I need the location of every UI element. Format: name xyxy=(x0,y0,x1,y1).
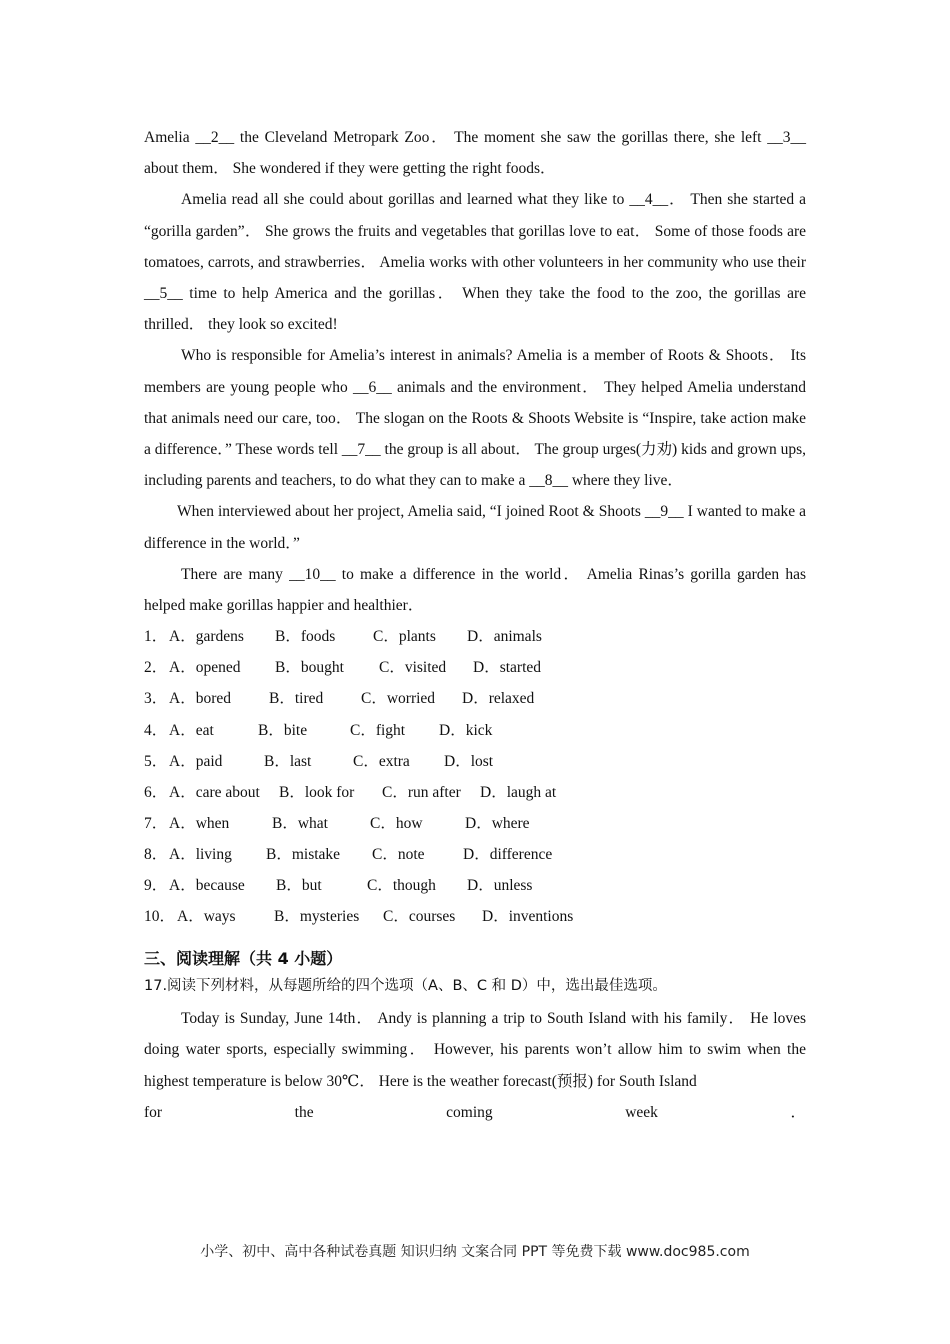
option-c: C．worried xyxy=(361,690,436,708)
option-d: D．relaxed xyxy=(462,690,535,708)
option-a: A．paid xyxy=(169,752,223,770)
question-number: 1． xyxy=(144,628,168,646)
word: the xyxy=(294,1103,314,1121)
option-b: B．tired xyxy=(269,690,324,708)
question-row xyxy=(144,808,806,839)
option-c: C．though xyxy=(367,877,436,894)
option-a: A．when xyxy=(169,814,230,832)
section-instruction: 17.阅读下列材料，从每题所给的四个选项（A、B、C 和 D）中，选出最佳选项。 xyxy=(144,978,667,995)
option-d: D．started xyxy=(473,659,542,677)
option-b: B．look for xyxy=(279,783,355,801)
passage-paragraph-1: Amelia __2__ the Cleveland Metropark Zoo． The moment she saw the gorillas there, she left __3__ about them． She wondered if they were getting the right foods． xyxy=(144,129,806,178)
option-c: C．extra xyxy=(353,752,410,770)
option-d: D．where xyxy=(465,814,530,832)
reading-last-line xyxy=(144,1097,806,1128)
option-c: C．fight xyxy=(350,721,406,739)
option-d: D．laugh at xyxy=(480,783,557,801)
option-a: A．bored xyxy=(169,690,231,708)
option-a: A．because xyxy=(169,877,245,894)
question-row xyxy=(144,715,806,746)
option-b: B．foods xyxy=(275,628,336,646)
option-a: A．opened xyxy=(169,659,241,677)
option-b: B．bought xyxy=(275,659,344,677)
option-a: A．eat xyxy=(169,721,214,739)
reading-paragraph: Today is Sunday, June 14th． Andy is planning a trip to South Island with his family． He loves doing water sports, especially swimming． However, his parents won’t allow him to swim when the highest temperature is below 30℃． Here is the weather forecast(预报) for South Island xyxy=(144,1010,806,1090)
question-number: 9． xyxy=(144,877,168,894)
option-c: C．how xyxy=(370,814,423,832)
passage-paragraph-2: Amelia read all she could about gorillas and learned what they like to __4__． Then she started a “gorilla garden”． She grows the fruits and vegetables that gorillas love to eat． Some of those foods are tomatoes, carrots, and strawberries． Amelia works with other volunteers in her community who use their __5__ time to help America and the gorillas． When they take the food to the zoo, the gorillas are thrilled． they look so excited! xyxy=(144,191,806,334)
question-row xyxy=(144,746,806,777)
question-number: 6． xyxy=(144,783,168,801)
question-number: 8． xyxy=(144,845,168,863)
question-number: 2． xyxy=(144,659,168,677)
option-a: A．care about xyxy=(169,783,260,801)
passage-paragraph-4: When interviewed about her project, Amelia said, “I joined Root & Shoots __9__ I wanted to make a difference in the world．” xyxy=(144,503,806,552)
option-d: D．kick xyxy=(439,721,493,739)
question-number: 4． xyxy=(144,721,168,739)
word: coming xyxy=(446,1103,493,1121)
question-number: 3． xyxy=(144,690,168,708)
option-d: D．lost xyxy=(444,752,494,770)
option-a: A．gardens xyxy=(169,628,244,646)
document-page xyxy=(144,122,806,1128)
question-number: 5． xyxy=(144,752,168,770)
question-number: 7． xyxy=(144,814,168,832)
word: ． xyxy=(790,1103,806,1121)
option-a: A．living xyxy=(169,845,232,863)
question-row xyxy=(144,621,806,652)
option-b: B．mistake xyxy=(266,845,341,863)
word: for xyxy=(144,1103,163,1121)
option-b: B．last xyxy=(264,752,312,770)
option-d: D．difference xyxy=(463,845,553,863)
option-c: C．note xyxy=(372,845,425,863)
option-d: D．inventions xyxy=(482,908,574,926)
option-c: C．run after xyxy=(382,783,461,801)
option-d: D．animals xyxy=(467,628,542,646)
option-c: C．plants xyxy=(373,628,436,646)
page-footer: 小学、初中、高中各种试卷真题 知识归纳 文案合同 PPT 等免费下载 www.doc985.com xyxy=(200,1244,750,1260)
section-title: 三、阅读理解（共 4 小题） xyxy=(144,949,343,969)
option-c: C．visited xyxy=(379,659,447,677)
question-row xyxy=(144,870,806,901)
option-d: D．unless xyxy=(467,877,533,894)
option-c: C．courses xyxy=(383,908,456,926)
question-number: 10． xyxy=(144,908,176,926)
question-options-list xyxy=(144,621,806,932)
passage-paragraph-3: Who is responsible for Amelia’s interest in animals? Amelia is a member of Roots & Shoots． Its members are young people who __6__ animals and the environment． They helped Amelia understand that animals need our care, too． The slogan on the Roots & Shoots Website is “Inspire, take action make a difference．” These words tell __7__ the group is all about． The group urges(力劝) kids and grown ups, including parents and teachers, to do what they can to make a __8__ where they live． xyxy=(144,347,806,490)
option-b: B．mysteries xyxy=(274,908,360,926)
passage-paragraph-5: There are many __10__ to make a difference in the world． Amelia Rinas’s gorilla garden has helped make gorillas happier and healthier． xyxy=(144,565,806,615)
question-row xyxy=(144,839,806,870)
question-row xyxy=(144,683,806,714)
question-row xyxy=(144,901,806,932)
option-b: B．what xyxy=(272,814,328,832)
option-b: B．bite xyxy=(258,721,308,739)
option-a: A．ways xyxy=(177,908,236,926)
question-row xyxy=(144,652,806,683)
question-row xyxy=(144,777,806,808)
word: week xyxy=(625,1103,658,1121)
option-b: B．but xyxy=(276,877,322,894)
